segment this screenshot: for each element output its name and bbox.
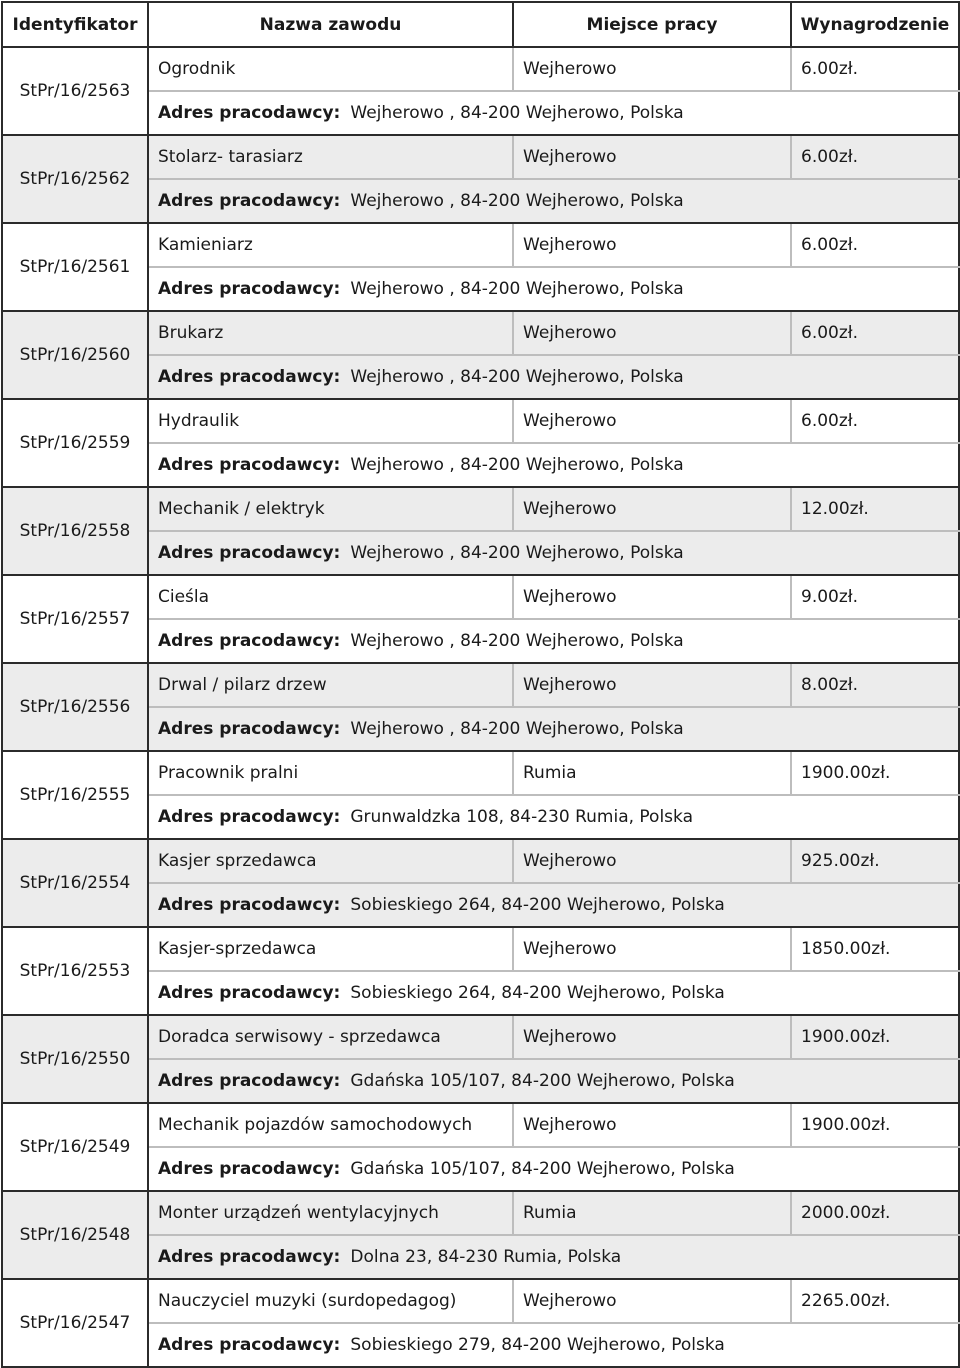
offer-id: StPr/16/2553 [2,927,148,1015]
salary: 1850.00zł. [791,927,959,971]
salary: 925.00zł. [791,839,959,883]
table-row [2,1279,959,1323]
workplace: Wejherowo [513,927,791,971]
table-header-row [2,2,959,47]
workplace: Wejherowo [513,399,791,443]
employer-address: Sobieskiego 264, 84-200 Wejherowo, Polska [350,983,725,1003]
employer-address-cell [148,179,959,223]
employer-address: Wejherowo , 84-200 Wejherowo, Polska [350,631,684,651]
employer-address-cell [148,971,959,1015]
table-row [2,399,959,443]
job-name: Mechanik pojazdów samochodowych [148,1103,513,1147]
job-name: Kamieniarz [148,223,513,267]
employer-address: Grunwaldzka 108, 84-230 Rumia, Polska [350,807,694,827]
job-name: Brukarz [148,311,513,355]
employer-address-label: Adres pracodawcy: [158,895,341,915]
workplace: Wejherowo [513,663,791,707]
employer-address-cell [148,619,959,663]
salary: 8.00zł. [791,663,959,707]
job-name: Cieśla [148,575,513,619]
employer-address: Wejherowo , 84-200 Wejherowo, Polska [350,279,684,299]
employer-address-label: Adres pracodawcy: [158,631,341,651]
offer-id: StPr/16/2554 [2,839,148,927]
salary: 6.00zł. [791,135,959,179]
job-name: Doradca serwisowy - sprzedawca [148,1015,513,1059]
table-row [2,135,959,179]
employer-address-label: Adres pracodawcy: [158,191,341,211]
job-name: Kasjer sprzedawca [148,839,513,883]
offer-id: StPr/16/2548 [2,1191,148,1279]
employer-address-label: Adres pracodawcy: [158,103,341,123]
workplace: Wejherowo [513,135,791,179]
salary: 2265.00zł. [791,1279,959,1323]
employer-address-cell [148,1147,959,1191]
workplace: Wejherowo [513,487,791,531]
table-row [2,927,959,971]
employer-address-label: Adres pracodawcy: [158,1071,341,1091]
table-row [2,1015,959,1059]
employer-address: Wejherowo , 84-200 Wejherowo, Polska [350,455,684,475]
offer-id: StPr/16/2549 [2,1103,148,1191]
offer-id: StPr/16/2562 [2,135,148,223]
employer-address-cell [148,267,959,311]
salary: 6.00zł. [791,399,959,443]
employer-address-label: Adres pracodawcy: [158,543,341,563]
offer-id: StPr/16/2559 [2,399,148,487]
workplace: Wejherowo [513,575,791,619]
table-row [2,223,959,267]
table-row [2,751,959,795]
offer-id: StPr/16/2563 [2,47,148,135]
employer-address: Sobieskiego 279, 84-200 Wejherowo, Polska [350,1335,725,1355]
employer-address: Dolna 23, 84-230 Rumia, Polska [350,1247,622,1267]
workplace: Rumia [513,751,791,795]
employer-address: Wejherowo , 84-200 Wejherowo, Polska [350,367,684,387]
offer-id: StPr/16/2557 [2,575,148,663]
header-id: Identyfikator [2,2,148,47]
salary: 1900.00zł. [791,751,959,795]
employer-address: Wejherowo , 84-200 Wejherowo, Polska [350,103,684,123]
offer-id: StPr/16/2558 [2,487,148,575]
workplace: Wejherowo [513,223,791,267]
employer-address-cell [148,443,959,487]
workplace: Rumia [513,1191,791,1235]
employer-address-cell [148,91,959,135]
employer-address-cell [148,707,959,751]
job-name: Kasjer-sprzedawca [148,927,513,971]
salary: 2000.00zł. [791,1191,959,1235]
job-name: Pracownik pralni [148,751,513,795]
employer-address-cell [148,795,959,839]
table-row [2,47,959,91]
employer-address-cell [148,883,959,927]
employer-address: Gdańska 105/107, 84-200 Wejherowo, Polska [350,1071,735,1091]
employer-address: Wejherowo , 84-200 Wejherowo, Polska [350,719,684,739]
job-name: Hydraulik [148,399,513,443]
employer-address-cell [148,1059,959,1103]
salary: 12.00zł. [791,487,959,531]
employer-address-label: Adres pracodawcy: [158,807,341,827]
table-row [2,663,959,707]
job-name: Nauczyciel muzyki (surdopedagog) [148,1279,513,1323]
table-row [2,311,959,355]
salary: 1900.00zł. [791,1015,959,1059]
offer-id: StPr/16/2555 [2,751,148,839]
table-row [2,839,959,883]
employer-address: Sobieskiego 264, 84-200 Wejherowo, Polska [350,895,725,915]
salary: 1900.00zł. [791,1103,959,1147]
job-name: Ogrodnik [148,47,513,91]
salary: 6.00zł. [791,47,959,91]
job-name: Mechanik / elektryk [148,487,513,531]
employer-address-label: Adres pracodawcy: [158,1159,341,1179]
salary: 6.00zł. [791,311,959,355]
offer-id: StPr/16/2560 [2,311,148,399]
offer-id: StPr/16/2561 [2,223,148,311]
workplace: Wejherowo [513,1015,791,1059]
job-name: Stolarz- tarasiarz [148,135,513,179]
table-row [2,487,959,531]
employer-address-label: Adres pracodawcy: [158,983,341,1003]
employer-address-cell [148,1235,959,1279]
employer-address-label: Adres pracodawcy: [158,1335,341,1355]
workplace: Wejherowo [513,1279,791,1323]
employer-address-label: Adres pracodawcy: [158,1247,341,1267]
header-workplace: Miejsce pracy [513,2,791,47]
employer-address: Wejherowo , 84-200 Wejherowo, Polska [350,191,684,211]
salary: 9.00zł. [791,575,959,619]
employer-address: Wejherowo , 84-200 Wejherowo, Polska [350,543,684,563]
job-name: Monter urządzeń wentylacyjnych [148,1191,513,1235]
table-row [2,1191,959,1235]
offer-id: StPr/16/2556 [2,663,148,751]
offer-id: StPr/16/2547 [2,1279,148,1367]
workplace: Wejherowo [513,47,791,91]
employer-address-cell [148,355,959,399]
table-row [2,1103,959,1147]
employer-address-cell [148,1323,959,1367]
header-job-name: Nazwa zawodu [148,2,513,47]
workplace: Wejherowo [513,1103,791,1147]
employer-address-label: Adres pracodawcy: [158,455,341,475]
table-body [2,47,959,1367]
employer-address-cell [148,531,959,575]
job-name: Drwal / pilarz drzew [148,663,513,707]
header-salary: Wynagrodzenie [791,2,959,47]
workplace: Wejherowo [513,311,791,355]
salary: 6.00zł. [791,223,959,267]
employer-address-label: Adres pracodawcy: [158,719,341,739]
employer-address-label: Adres pracodawcy: [158,279,341,299]
job-offers-table [1,1,960,1368]
employer-address-label: Adres pracodawcy: [158,367,341,387]
employer-address: Gdańska 105/107, 84-200 Wejherowo, Polska [350,1159,735,1179]
table-row [2,575,959,619]
workplace: Wejherowo [513,839,791,883]
offer-id: StPr/16/2550 [2,1015,148,1103]
